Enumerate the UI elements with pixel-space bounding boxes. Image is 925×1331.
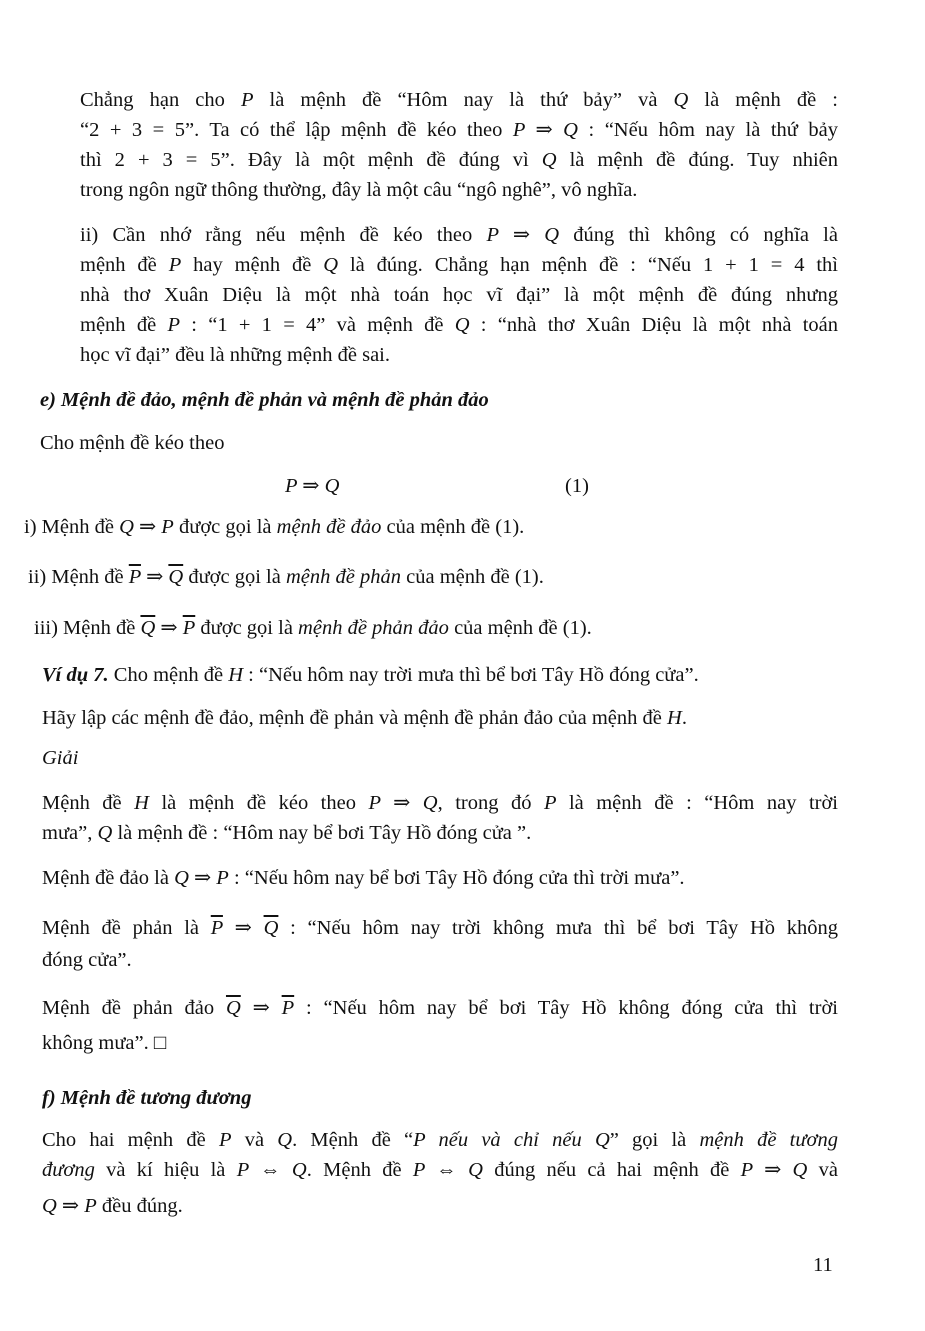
text-line: Ví dụ 7. Cho mệnh đề H : “Nếu hôm nay trời mưa thì bể bơi Tây Hồ đóng cửa”. <box>42 664 699 686</box>
solution-label: Giải <box>42 747 79 769</box>
text-line: mưa”, Q là mệnh đề : “Hôm nay bể bơi Tây Hồ đóng cửa ”. <box>42 822 532 844</box>
text-line: đương và kí hiệu là P ⇔ Q. Mệnh đề P ⇔ Q đúng nếu cả hai mệnh đề P ⇒ Q và <box>42 1159 838 1181</box>
text-line: mệnh đề P : “1 + 1 = 4” và mệnh đề Q : “nhà thơ Xuân Diệu là một nhà toán <box>80 314 838 336</box>
text-line: không mưa”. □ <box>42 1032 167 1054</box>
definition-item: i) Mệnh đề Q ⇒ P được gọi là mệnh đề đảo của mệnh đề (1). <box>24 516 525 538</box>
text-line: Cho hai mệnh đề P và Q. Mệnh đề “P nếu và chỉ nếu Q” gọi là mệnh đề tương <box>42 1129 838 1151</box>
text-line: thì 2 + 3 = 5”. Đây là một mệnh đề đúng vì Q là mệnh đề đúng. Tuy nhiên <box>80 149 838 171</box>
formula: P ⇒ Q <box>285 475 340 497</box>
page-number: 11 <box>813 1254 833 1276</box>
text-line: “2 + 3 = 5”. Ta có thể lập mệnh đề kéo theo P ⇒ Q : “Nếu hôm nay là thứ bảy <box>80 119 838 141</box>
text-line: Q ⇒ P đều đúng. <box>42 1195 183 1217</box>
text-line: Hãy lập các mệnh đề đảo, mệnh đề phản và mệnh đề phản đảo của mệnh đề H. <box>42 707 687 729</box>
text-line: đóng cửa”. <box>42 949 132 971</box>
text-line: mệnh đề P hay mệnh đề Q là đúng. Chẳng hạn mệnh đề : “Nếu 1 + 1 = 4 thì <box>80 254 838 276</box>
section-heading: e) Mệnh đề đảo, mệnh đề phản và mệnh đề phản đảo <box>40 389 489 411</box>
definition-item: iii) Mệnh đề $\overline{Q}$ ⇒ $\overline{P}$ được gọi là mệnh đề phản đảo của mệnh đề (1). <box>34 617 592 639</box>
text-line: Cho mệnh đề kéo theo <box>40 432 225 454</box>
text-line: Mệnh đề phản là $\overline{P}$ ⇒ $\overline{Q}$ : “Nếu hôm nay trời không mưa thì bể bơi Tây Hồ không <box>42 917 838 939</box>
text-line: học vĩ đại” đều là những mệnh đề sai. <box>80 344 390 366</box>
text-line: trong ngôn ngữ thông thường, đây là một câu “ngô nghê”, vô nghĩa. <box>80 179 638 201</box>
section-heading: f) Mệnh đề tương đương <box>42 1087 252 1109</box>
formula-number: (1) <box>565 475 589 497</box>
text-line: nhà thơ Xuân Diệu là một nhà toán học vĩ đại” là một mệnh đề đúng nhưng <box>80 284 838 306</box>
text-line: Mệnh đề phản đảo $\overline{Q}$ ⇒ $\overline{P}$ : “Nếu hôm nay bể bơi Tây Hồ không đóng cửa thì trời <box>42 997 838 1019</box>
definition-item: ii) Mệnh đề $\overline{P}$ ⇒ $\overline{Q}$ được gọi là mệnh đề phản của mệnh đề (1). <box>28 566 544 588</box>
text-line: Mệnh đề H là mệnh đề kéo theo P ⇒ Q, trong đó P là mệnh đề : “Hôm nay trời <box>42 792 838 814</box>
text-line: Chẳng hạn cho P là mệnh đề “Hôm nay là thứ bảy” và Q là mệnh đề : <box>80 89 838 111</box>
text-line: ii) Cần nhớ rằng nếu mệnh đề kéo theo P ⇒ Q đúng thì không có nghĩa là <box>80 224 838 246</box>
text-line: Mệnh đề đảo là Q ⇒ P : “Nếu hôm nay bể bơi Tây Hồ đóng cửa thì trời mưa”. <box>42 867 685 889</box>
